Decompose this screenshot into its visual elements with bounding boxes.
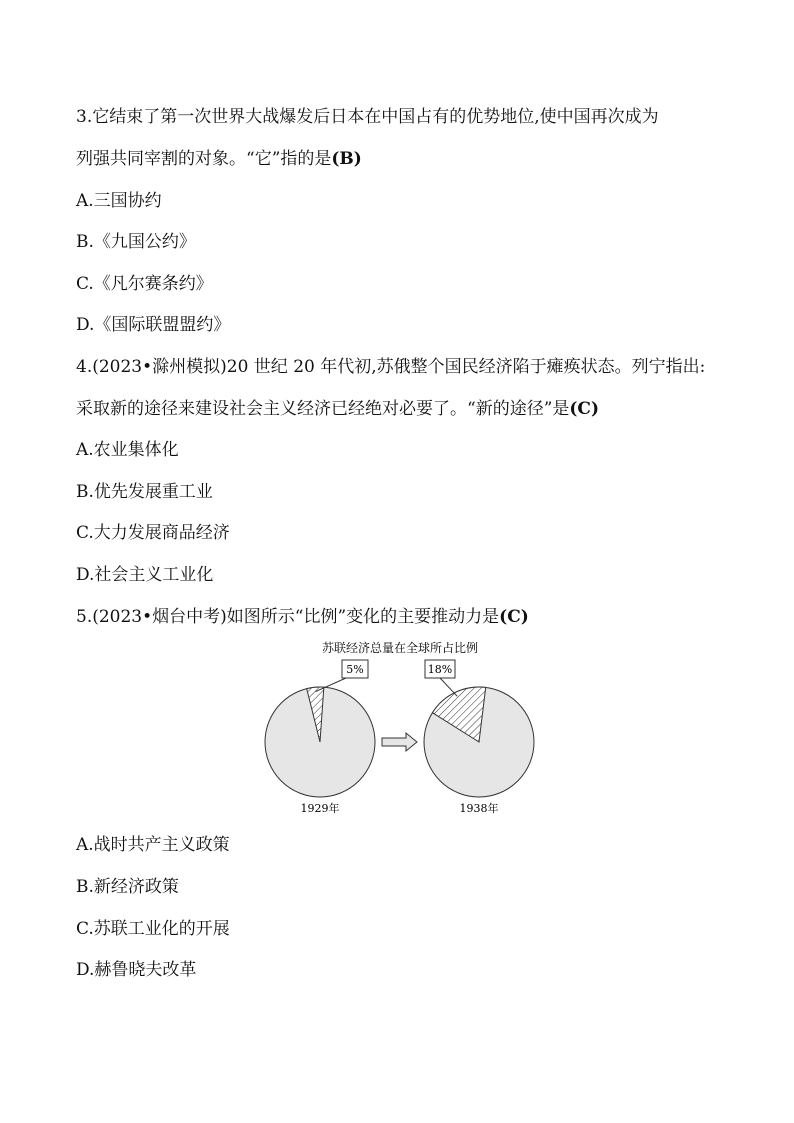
- q3-option-c: C.《凡尔赛条约》: [76, 274, 213, 294]
- q3-option-d: D.《国际联盟盟约》: [76, 315, 231, 335]
- q5-answer: (C): [499, 607, 529, 627]
- arrow-right-icon: [382, 733, 417, 751]
- q3-stem-line1: 3.它结束了第一次世界大战爆发后日本在中国占有的优势地位,使中国再次成为: [76, 107, 659, 127]
- chart-title: 苏联经济总量在全球所占比例: [321, 641, 479, 655]
- q4-answer: (C): [569, 399, 600, 419]
- q4-stem-text: 采取新的途径来建设社会主义经济已经绝对必要了。“新的途径”是: [76, 399, 570, 419]
- q5-option-a: A.战时共产主义政策: [76, 835, 230, 855]
- pie-1938-leader-line: [440, 678, 457, 696]
- pie-1929-label: 5%: [346, 663, 364, 676]
- q5-option-d: D.赫鲁晓夫改革: [76, 960, 197, 980]
- q4-option-b: B.优先发展重工业: [76, 482, 213, 502]
- q4-stem-line1: 4.(2023•滁州模拟)20 世纪 20 年代初,苏俄整个国民经济陷于瘫痪状态。列宁指出:: [76, 357, 706, 377]
- q3-option-a: A.三国协约: [76, 191, 162, 211]
- q5-option-b: B.新经济政策: [76, 877, 179, 897]
- pie-1938-label: 18%: [427, 663, 453, 676]
- q4-option-d: D.社会主义工业化: [76, 565, 214, 585]
- q3-stem-text: 列强共同宰割的对象。“它”指的是: [76, 149, 332, 169]
- pie-1929-year: 1929年: [300, 802, 340, 815]
- q5-stem-text: 5.(2023•烟台中考)如图所示“比例”变化的主要推动力是: [76, 607, 500, 627]
- q4-option-c: C.大力发展商品经济: [76, 523, 230, 543]
- q3-answer: (B): [331, 149, 362, 169]
- q5-stem-line1: [76, 606, 529, 628]
- q5-option-c: C.苏联工业化的开展: [76, 919, 230, 939]
- q3-option-b: B.《九国公约》: [76, 232, 196, 252]
- q3-stem-line2: [76, 148, 362, 170]
- pie-1938-year: 1938年: [459, 802, 499, 815]
- q4-option-a: A.农业集体化: [76, 440, 179, 460]
- pie-chart-figure: [250, 636, 550, 826]
- q4-stem-line2: [76, 398, 599, 420]
- pie-chart-svg: [250, 636, 550, 826]
